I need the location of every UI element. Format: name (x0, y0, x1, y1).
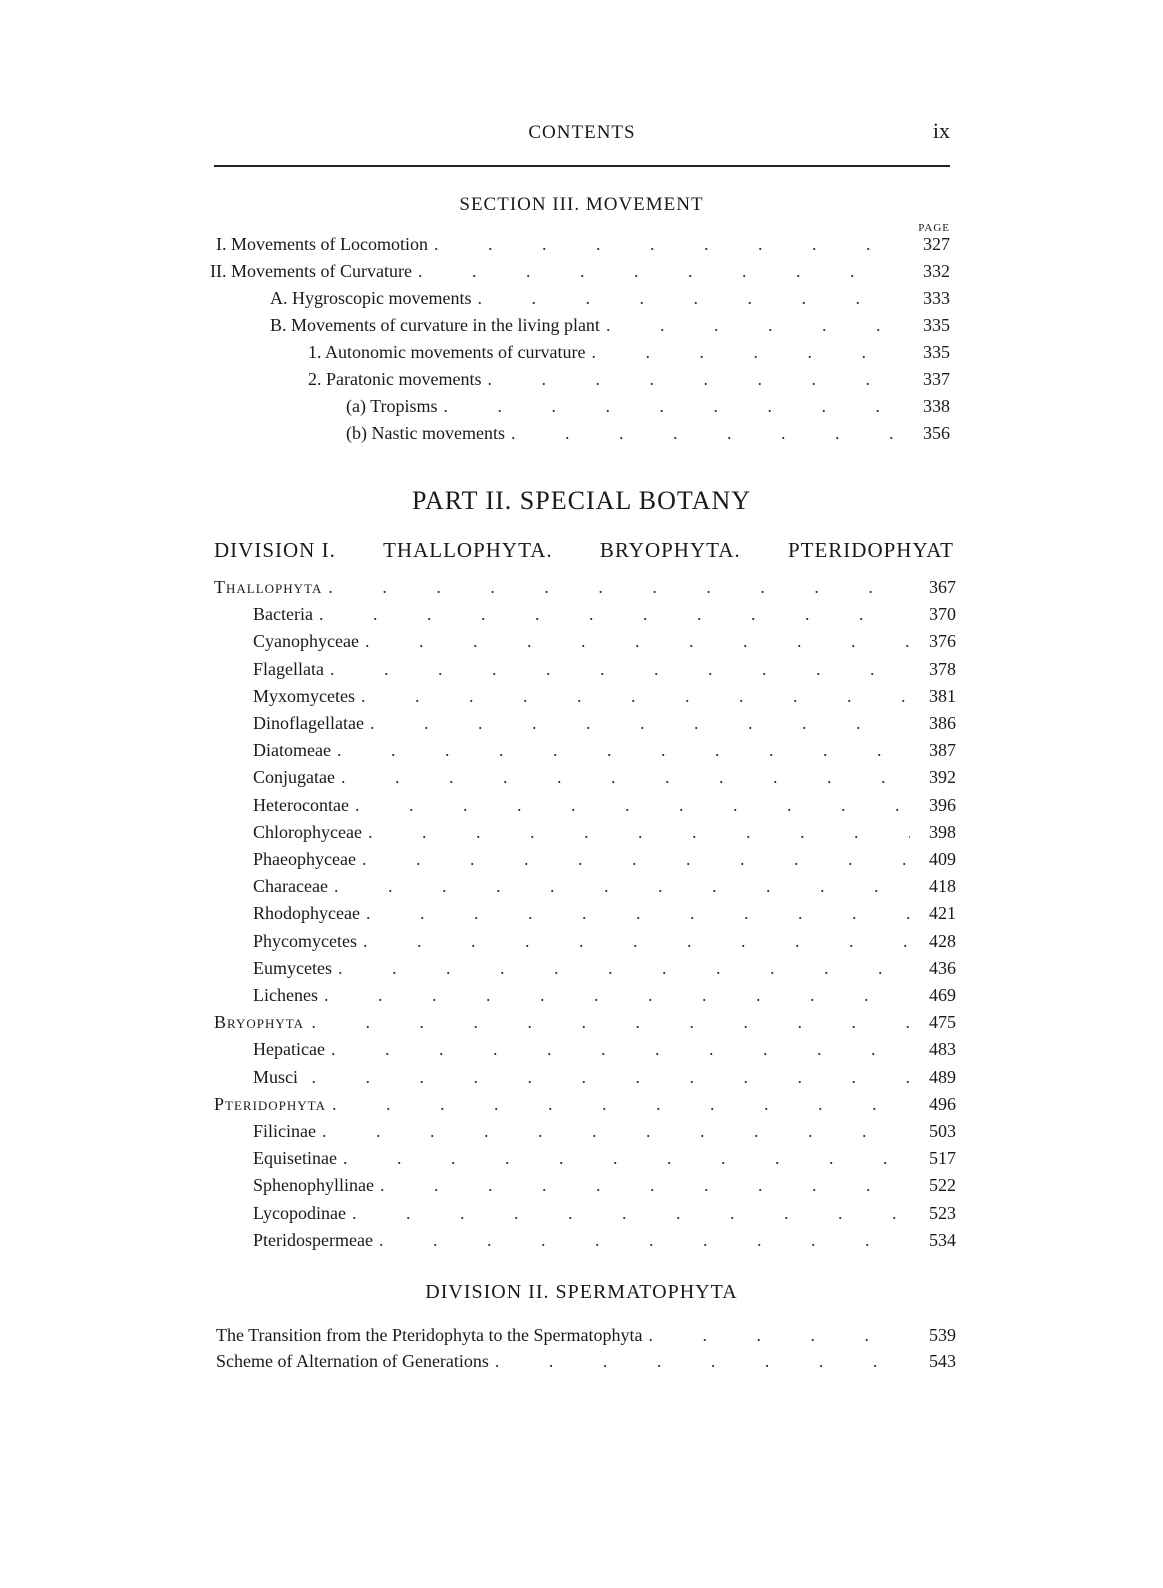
toc-entry-page: 398 (929, 822, 956, 842)
toc-entry (253, 900, 956, 926)
toc-entry-page: 367 (929, 577, 956, 597)
toc-entry (253, 1200, 956, 1226)
toc-entry (253, 1227, 956, 1253)
toc-entry-page: 496 (929, 1094, 956, 1114)
part-title: PART II. SPECIAL BOTANY (411, 486, 752, 515)
dot-leader (380, 1172, 910, 1198)
dot-leader (495, 1348, 910, 1374)
toc-entry (216, 231, 950, 257)
toc-entry (253, 982, 956, 1008)
dot-leader (591, 339, 904, 365)
toc-entry-label: B. Movements of curvature in the living plant (270, 315, 600, 335)
toc-entry-page: 503 (929, 1121, 956, 1141)
toc-entry (253, 792, 956, 818)
toc-entry-label: Cyanophyceae (253, 631, 359, 651)
toc-entry (253, 601, 956, 627)
dot-leader (341, 764, 910, 790)
dot-leader (511, 420, 904, 446)
toc-entry-label: Filicinae (253, 1121, 316, 1141)
toc-entry (253, 1064, 956, 1090)
dot-leader (332, 1091, 910, 1117)
dot-leader (304, 1064, 910, 1090)
toc-entry-label: Characeae (253, 876, 328, 896)
dot-leader (319, 601, 910, 627)
division-1-title-part: PTERIDOPHYAT (787, 538, 954, 562)
toc-entry-page: 409 (929, 849, 956, 869)
toc-entry-label: Conjugatae (253, 767, 335, 787)
dot-leader (370, 710, 910, 736)
toc-entry (253, 656, 956, 682)
division-1-title-part: THALLOPHYTA. (383, 538, 553, 562)
toc-entry (253, 628, 956, 654)
toc-entry-page: 338 (923, 396, 950, 416)
dot-leader (363, 928, 910, 954)
toc-entry (253, 819, 956, 845)
toc-entry-page: 522 (929, 1175, 956, 1195)
dot-leader (322, 1118, 910, 1144)
dot-leader (337, 737, 910, 763)
toc-entry (210, 258, 950, 284)
toc-entry (308, 339, 950, 365)
section-heading: SECTION III. MOVEMENT (459, 194, 704, 215)
toc-entry (253, 1172, 956, 1198)
toc-entry-page: 327 (923, 234, 950, 254)
toc-entry-page: 356 (923, 423, 950, 443)
toc-entry-page: 376 (929, 631, 956, 651)
toc-entry-page: 335 (923, 315, 950, 335)
running-head (214, 118, 950, 148)
toc-entry-page: 392 (929, 767, 956, 787)
dot-leader (418, 258, 904, 284)
dot-leader (487, 366, 904, 392)
toc-entry (270, 285, 950, 311)
dot-leader (606, 312, 904, 338)
toc-entry-page: 534 (929, 1230, 956, 1250)
toc-entry (253, 1036, 956, 1062)
toc-entry (253, 737, 956, 763)
toc-entry-page: 539 (929, 1325, 956, 1345)
toc-entry-label: Hepaticae (253, 1039, 325, 1059)
dot-leader (355, 792, 910, 818)
toc-entry (308, 366, 950, 392)
toc-entry-page: 469 (929, 985, 956, 1005)
dot-leader (361, 683, 910, 709)
toc-entry-page: 475 (929, 1012, 956, 1032)
toc-entry-label: The Transition from the Pteridophyta to the Spermatophyta (216, 1325, 643, 1345)
toc-entry-label: Bryophyta (214, 1012, 305, 1032)
toc-entry-page: 337 (923, 369, 950, 389)
toc-entry-label: A. Hygroscopic movements (270, 288, 472, 308)
toc-group-entry (214, 1009, 956, 1035)
toc-entry-label: Diatomeae (253, 740, 331, 760)
toc-entry-page: 387 (929, 740, 956, 760)
toc-entry (346, 420, 950, 446)
dot-leader (444, 393, 904, 419)
dot-leader (324, 982, 910, 1008)
toc-entry-page: 370 (929, 604, 956, 624)
toc-entry-label: Lycopodinae (253, 1203, 346, 1223)
dot-leader (366, 900, 910, 926)
toc-entry-label: Musci (253, 1067, 298, 1087)
toc-entry (216, 1322, 956, 1348)
toc-entry-page: 386 (929, 713, 956, 733)
toc-entry-label: Rhodophyceae (253, 903, 360, 923)
toc-entry-page: 523 (929, 1203, 956, 1223)
dot-leader (434, 231, 904, 257)
toc-entry (346, 393, 950, 419)
dot-leader (343, 1145, 910, 1171)
toc-entry-label: Equisetinae (253, 1148, 337, 1168)
dot-leader (331, 1036, 910, 1062)
toc-entry-label: Myxomycetes (253, 686, 355, 706)
toc-entry (270, 312, 950, 338)
toc-entry-page: 517 (929, 1148, 956, 1168)
toc-entry-label: 2. Paratonic movements (308, 369, 482, 389)
toc-entry-page: 335 (923, 342, 950, 362)
toc-entry (253, 764, 956, 790)
toc-entry-label: Thallophyta (214, 577, 323, 597)
toc-entry-label: II. Movements of Curvature (210, 261, 412, 281)
toc-entry-page: 378 (929, 659, 956, 679)
toc-entry (253, 683, 956, 709)
toc-entry-label: Heterocontae (253, 795, 349, 815)
dot-leader (334, 873, 910, 899)
dot-leader (352, 1200, 910, 1226)
toc-entry-label: Scheme of Alternation of Generations (216, 1351, 489, 1371)
toc-entry (253, 873, 956, 899)
toc-entry-page: 483 (929, 1039, 956, 1059)
toc-entry-label: (b) Nastic movements (346, 423, 505, 443)
toc-entry (253, 1145, 956, 1171)
toc-entry (216, 1348, 956, 1374)
dot-leader (379, 1227, 910, 1253)
toc-entry-label: Eumycetes (253, 958, 332, 978)
toc-group-entry (214, 574, 956, 600)
toc-entry-label: Bacteria (253, 604, 313, 624)
page-number: ix (932, 118, 950, 143)
toc-entry-label: Pteridospermeae (253, 1230, 373, 1250)
toc-entry-label: Sphenophyllinae (253, 1175, 374, 1195)
toc-entry-label: I. Movements of Locomotion (216, 234, 428, 254)
toc-entry-label: 1. Autonomic movements of curvature (308, 342, 586, 362)
toc-group-entry (214, 1091, 956, 1117)
dot-leader (365, 628, 910, 654)
dot-leader (338, 955, 910, 981)
page-column-label: PAGE (918, 222, 950, 234)
toc-entry-page: 421 (929, 903, 956, 923)
division-2-title: DIVISION II. SPERMATOPHYTA (425, 1281, 738, 1303)
dot-leader (648, 1322, 910, 1348)
toc-entry-page: 381 (929, 686, 956, 706)
running-title: CONTENTS (528, 122, 636, 143)
toc-entry (253, 710, 956, 736)
toc-entry-page: 543 (929, 1351, 956, 1371)
dot-leader (310, 1009, 910, 1035)
dot-leader (477, 285, 904, 311)
toc-entry-page: 428 (929, 931, 956, 951)
toc-entry-label: Lichenes (253, 985, 318, 1005)
toc-entry-page: 436 (929, 958, 956, 978)
toc-entry-page: 396 (929, 795, 956, 815)
toc-entry-label: Flagellata (253, 659, 324, 679)
toc-entry-page: 332 (923, 261, 950, 281)
toc-entry-page: 489 (929, 1067, 956, 1087)
toc-entry-label: Phycomycetes (253, 931, 357, 951)
toc-entry-label: Phaeophyceae (253, 849, 356, 869)
dot-leader (362, 846, 910, 872)
dot-leader (328, 574, 910, 600)
division-1-title-part: DIVISION I. (214, 538, 336, 562)
toc-entry-label: Chlorophyceae (253, 822, 362, 842)
toc-entry-label: (a) Tropisms (346, 396, 438, 416)
toc-entry-label: Dinoflagellatae (253, 713, 364, 733)
toc-entry-page: 333 (923, 288, 950, 308)
toc-entry (253, 928, 956, 954)
toc-entry (253, 846, 956, 872)
toc-entry-page: 418 (929, 876, 956, 896)
header-rule (214, 165, 950, 167)
dot-leader (368, 819, 910, 845)
division-1-title-part: BRYOPHYTA. (599, 538, 741, 562)
division-1-title (214, 538, 954, 563)
toc-entry (253, 955, 956, 981)
toc-entry (253, 1118, 956, 1144)
dot-leader (330, 656, 910, 682)
toc-entry-label: Pteridophyta (214, 1094, 326, 1114)
